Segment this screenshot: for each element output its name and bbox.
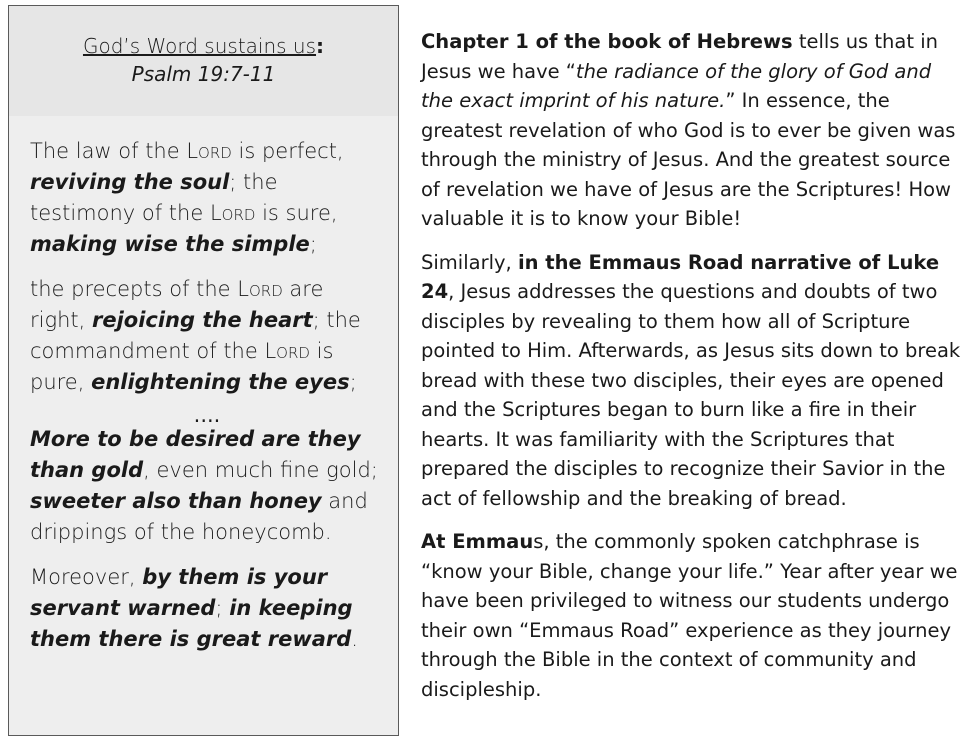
verse-paragraph-4: Moreover, by them is your servant warned; in keeping them there is great reward. [30, 565, 358, 651]
verse-paragraph-3: More to be desired are they than gold, even much fine gold; sweeter also than honey and drippings of the honeycomb. [30, 427, 378, 544]
article-paragraph-1: Chapter 1 of the book of Hebrews tells us that in Jesus we have “the radiance of the glory of God and the exact imprint of his nature.” In essence, the greatest revelation of who God is to ever be given was through the ministry of Jesus. And the greatest source of revelation we have of Jesus are the Scriptures! How valuable it is to know your Bible! [421, 30, 956, 230]
sidebar-header [9, 6, 398, 116]
scripture-sidebar [8, 5, 399, 736]
ellipsis: .... [193, 403, 221, 427]
verse-paragraph-1: The law of the Lord is perfect, reviving the soul; the testimony of the Lord is sure, making wise the simple; [30, 139, 344, 256]
sidebar-body [9, 116, 398, 655]
sidebar-title: God’s Word sustains us: [82, 34, 325, 58]
main-article [421, 27, 961, 718]
article-paragraph-3: At Emmaus, the commonly spoken catchphrase is “know your Bible, change your life.” Year after year we have been privileged to witness our students undergo their own “Emmaus Road” experience as they journey through the Bible in the context of community and discipleship. [421, 530, 958, 701]
verse-paragraph-2: the precepts of the Lord are right, rejoicing the heart; the commandment of the Lord is pure, enlightening the eyes; [30, 277, 361, 394]
article-paragraph-2: Similarly, in the Emmaus Road narrative of Luke 24, Jesus addresses the questions and doubts of two disciples by revealing to them how all of Scripture pointed to Him. Afterwards, as Jesus sits down to break bread with these two disciples, their eyes are opened and the Scriptures began to burn like a fire in their hearts. It was familiarity with the Scriptures that prepared the disciples to recognize their Savior in the act of fellowship and the breaking of bread. [421, 250, 961, 510]
scripture-reference: Psalm 19:7-11 [131, 62, 276, 86]
